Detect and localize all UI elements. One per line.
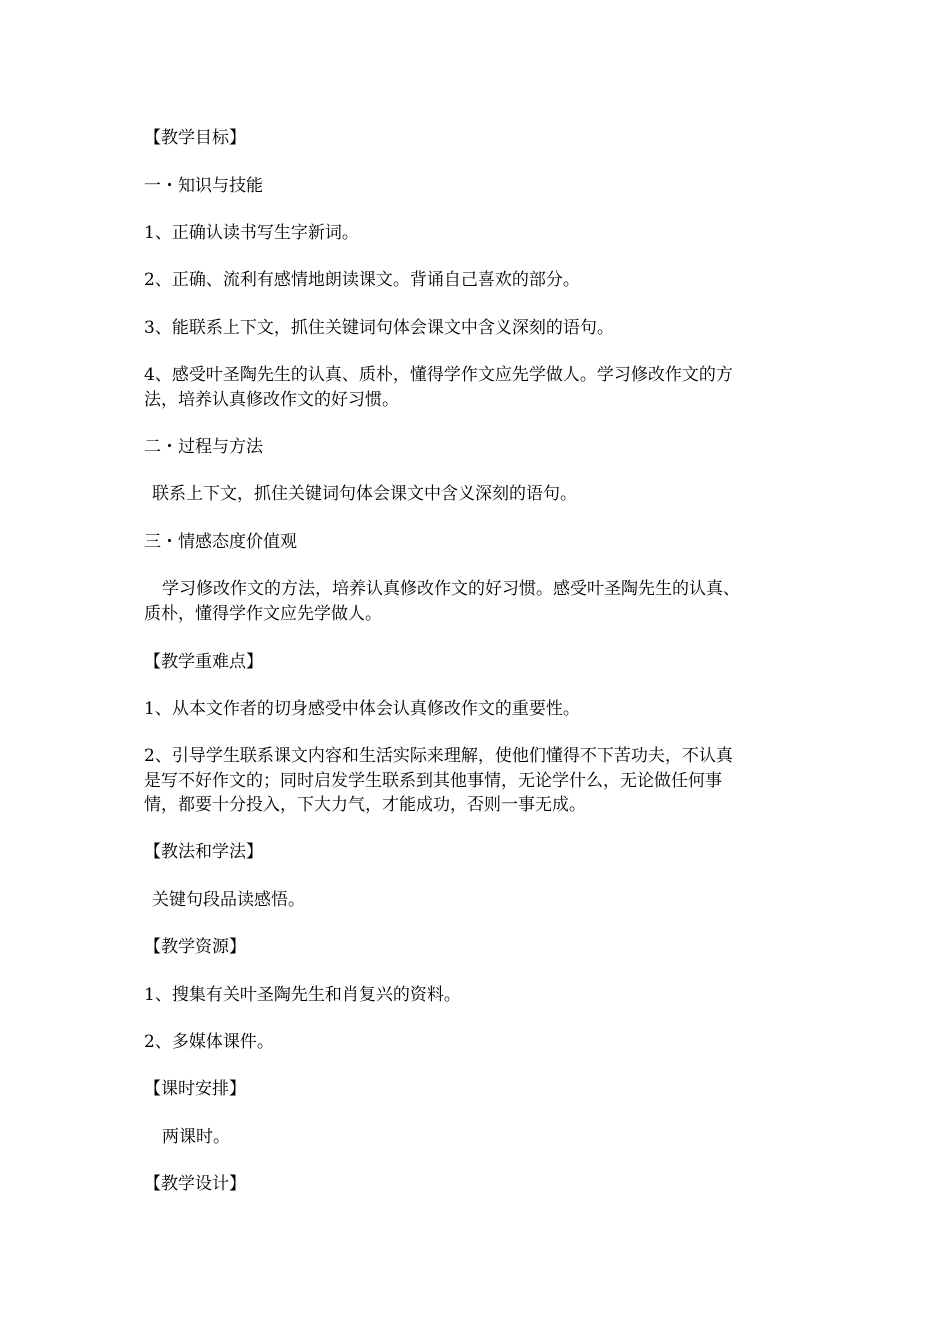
emotion-values-line-1: 学习修改作文的方法，培养认真修改作文的好习惯。感受叶圣陶先生的认真、 — [162, 579, 740, 599]
goal-item-2: 2、正确、流利有感情地朗读课文。背诵自己喜欢的部分。 — [144, 270, 580, 290]
goal-item-4-line-1: 4、感受叶圣陶先生的认真、质朴，懂得学作文应先学做人。学习修改作文的方 — [144, 365, 733, 385]
subheading-knowledge-skills: 一・知识与技能 — [144, 176, 263, 196]
difficulty-item-2-line-2: 是写不好作文的；同时启发学生联系到其他事情，无论学什么，无论做任何事 — [144, 771, 722, 791]
resource-item-2: 2、多媒体课件。 — [144, 1032, 274, 1052]
goal-item-1: 1、正确认读书写生字新词。 — [144, 223, 359, 243]
heading-teaching-goals: 【教学目标】 — [144, 128, 246, 148]
goal-item-4-line-2: 法，培养认真修改作文的好习惯。 — [144, 390, 399, 410]
heading-teaching-learning-methods: 【教法和学法】 — [144, 842, 263, 862]
heading-key-difficulties: 【教学重难点】 — [144, 652, 263, 672]
heading-teaching-design: 【教学设计】 — [144, 1174, 246, 1194]
heading-class-schedule: 【课时安排】 — [144, 1079, 246, 1099]
process-method-text: 联系上下文，抓住关键词句体会课文中含义深刻的语句。 — [152, 484, 577, 504]
heading-teaching-resources: 【教学资源】 — [144, 937, 246, 957]
schedule-text: 两课时。 — [162, 1127, 230, 1147]
difficulty-item-2-line-3: 情，都要十分投入，下大力气，才能成功，否则一事无成。 — [144, 795, 586, 815]
emotion-values-line-2: 质朴，懂得学作文应先学做人。 — [144, 604, 382, 624]
difficulty-item-1: 1、从本文作者的切身感受中体会认真修改作文的重要性。 — [144, 699, 580, 719]
resource-item-1: 1、搜集有关叶圣陶先生和肖复兴的资料。 — [144, 985, 461, 1005]
difficulty-item-2-line-1: 2、引导学生联系课文内容和生活实际来理解，使他们懂得不下苦功夫，不认真 — [144, 746, 733, 766]
methods-text: 关键句段品读感悟。 — [152, 890, 305, 910]
subheading-process-method: 二・过程与方法 — [144, 437, 263, 457]
goal-item-3: 3、能联系上下文，抓住关键词句体会课文中含义深刻的语句。 — [144, 318, 614, 338]
subheading-emotion-values: 三・情感态度价值观 — [144, 532, 297, 552]
